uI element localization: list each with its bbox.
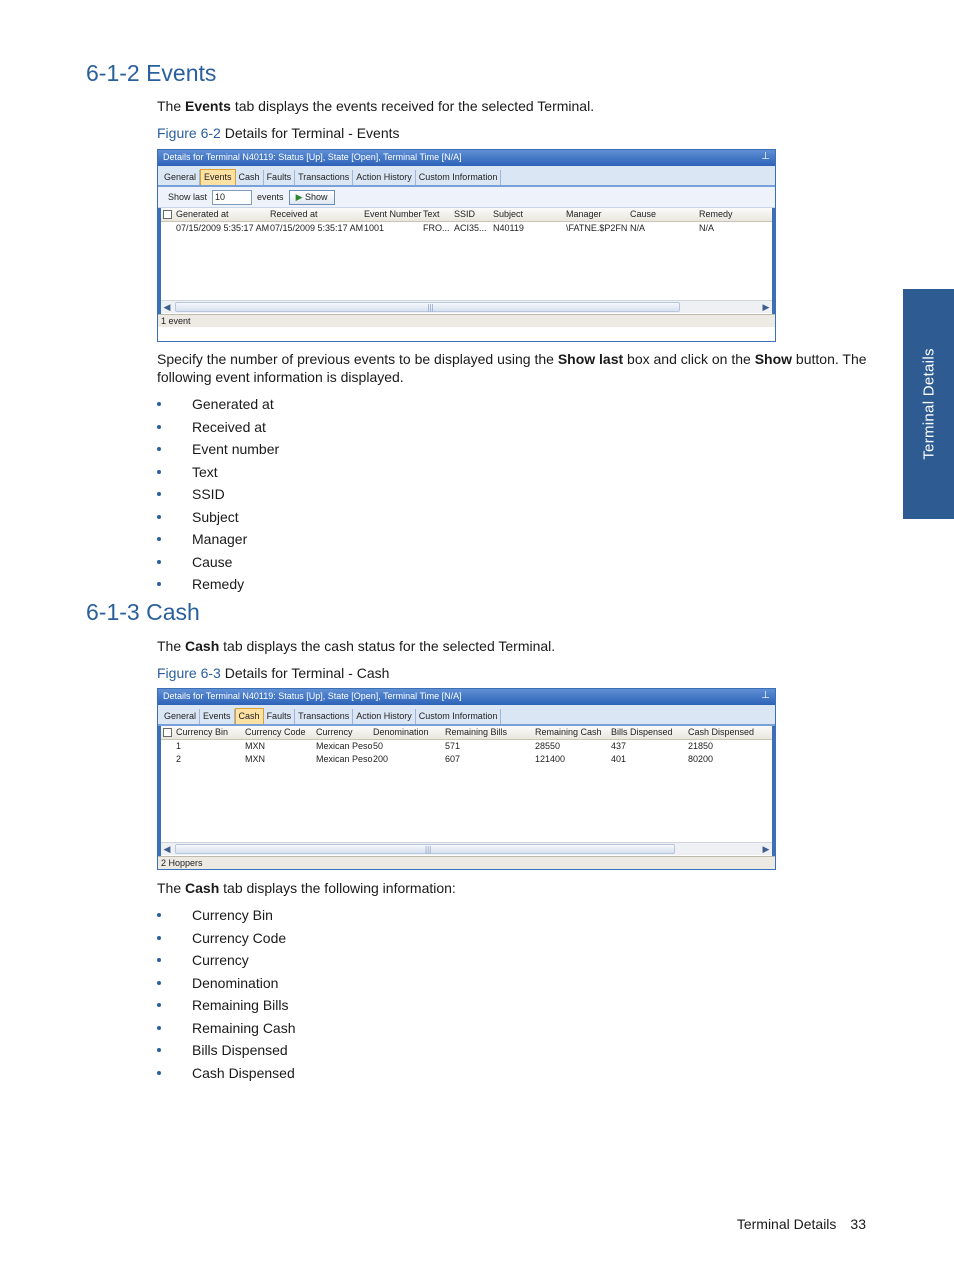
column-header[interactable]: Currency Code [245,727,306,737]
bullet-icon [157,515,161,519]
tab-action-history[interactable]: Action History [353,709,416,724]
column-header[interactable]: Currency [316,727,353,737]
table-cell: 07/15/2009 5:35:17 AM [270,223,364,233]
tab-cash[interactable]: Cash [235,708,264,724]
bullet-icon [157,537,161,541]
cash-intro: The Cash tab displays the cash status for the selected Terminal. [157,638,556,654]
tab-faults[interactable]: Faults [264,709,296,724]
column-header[interactable]: Remaining Bills [445,727,508,737]
scroll-left-icon[interactable]: ◀ [163,844,171,854]
table-cell: N40119 [493,223,524,233]
column-header[interactable]: Generated at [176,209,229,219]
page-number: 33 [850,1216,866,1232]
bullet-icon [157,981,161,985]
status-bar: 2 Hoppers [158,856,775,869]
bullet-icon [157,402,161,406]
list-item-text: Currency Bin [192,907,273,923]
column-header[interactable]: Received at [270,209,318,219]
list-item [157,1041,296,1064]
table-cell: 2 [176,754,182,764]
side-tab: Terminal Details [903,289,954,519]
bullet-icon [157,560,161,564]
bullet-icon [157,470,161,474]
horizontal-scrollbar[interactable] [161,300,772,313]
bullet-icon [157,913,161,917]
list-item [157,485,279,508]
show-last-label: Show last [168,192,208,202]
bullet-icon [157,958,161,962]
table-cell: MXN [245,754,265,764]
events-intro: The Events tab displays the events received for the selected Terminal. [157,98,595,114]
list-item [157,929,296,952]
events-grid [158,208,775,314]
cash-grid [158,726,775,856]
bullet-icon [157,1026,161,1030]
show-button[interactable]: ▶ Show [289,190,335,205]
scroll-thumb[interactable]: ||| [175,302,680,312]
table-cell: 571 [445,741,461,751]
bullet-icon [157,425,161,429]
play-icon: ▶ [295,191,303,202]
list-item [157,395,279,418]
column-header[interactable]: Text [423,209,440,219]
list-item-text: Text [192,463,218,480]
column-chooser-icon[interactable] [163,210,172,219]
list-item [157,1064,296,1087]
list-item-text: Bills Dispensed [192,1042,288,1058]
table-cell: N/A [699,223,715,233]
grid-header [161,208,772,222]
figure-caption-events: Figure 6-2 Details for Terminal - Events [157,125,400,141]
list-item-text: Remaining Bills [192,997,289,1013]
table-cell: MXN [245,741,265,751]
list-item [157,418,279,441]
list-item-text: Manager [192,531,248,547]
tab-custom-information[interactable]: Custom Information [416,709,502,724]
window-title-bar: Details for Terminal N40119: Status [Up], State [Open], Terminal Time [N/A] ⊥ [158,689,775,705]
pin-icon[interactable]: ⊥ [761,151,770,162]
bullet-icon [157,447,161,451]
list-item [157,906,296,929]
column-header[interactable]: Manager [566,209,602,219]
tab-strip [158,166,775,187]
list-item [157,951,296,974]
scroll-thumb[interactable]: ||| [175,844,675,854]
table-cell: 1 [176,741,182,751]
list-item-text: Subject [192,508,239,525]
tab-faults[interactable]: Faults [264,170,296,185]
events-bullet-list [157,395,279,598]
list-item [157,440,279,463]
list-item-text: SSID [192,486,225,502]
table-cell: 607 [445,754,461,764]
table-cell: 07/15/2009 5:35:17 AM [176,223,270,233]
cash-description: The Cash tab displays the following information: [157,880,456,896]
list-item-text: Generated at [192,396,274,412]
tab-custom-information[interactable]: Custom Information [416,170,502,185]
tab-transactions[interactable]: Transactions [295,709,353,724]
column-header[interactable]: Remedy [699,209,733,219]
table-cell: 21850 [688,741,714,751]
list-item [157,553,279,576]
show-last-input[interactable]: 10 [212,190,252,205]
list-item-text: Cause [192,553,233,570]
list-item-text: Currency [192,952,249,968]
window-title-bar: Details for Terminal N40119: Status [Up], State [Open], Terminal Time [N/A] ⊥ [158,150,775,166]
list-item [157,974,296,997]
bullet-icon [157,492,161,496]
bullet-icon [157,1071,161,1075]
list-item-text: Remedy [192,576,245,592]
bullet-icon [157,1048,161,1052]
footer-section: Terminal Details [736,1216,837,1232]
bullet-icon [157,936,161,940]
table-cell: 28550 [535,741,561,751]
tab-general[interactable]: General [161,709,200,724]
scroll-left-icon[interactable]: ◀ [163,302,171,312]
grid-header [161,726,772,740]
list-item-text: Denomination [192,974,279,991]
section-heading-cash: 6-1-3 Cash [86,599,200,625]
table-row[interactable] [161,753,772,766]
list-item-text: Remaining Cash [192,1019,296,1036]
table-cell: 80200 [688,754,714,764]
page-footer [737,1216,866,1232]
column-chooser-icon[interactable] [163,728,172,737]
table-cell: Mexican Peso [316,741,373,751]
scroll-right-icon[interactable]: ▶ [762,844,770,854]
list-item-text: Event number [192,441,280,457]
column-header[interactable]: Subject [493,209,524,219]
column-header[interactable]: Currency Bin [176,727,229,737]
events-toolbar [158,187,775,208]
tab-events[interactable]: Events [200,709,235,724]
list-item [157,508,279,531]
list-item [157,463,279,486]
column-header[interactable]: Cash Dispensed [688,727,755,737]
list-item-text: Received at [192,418,266,435]
tab-action-history[interactable]: Action History [353,170,416,185]
table-cell: 200 [373,754,389,764]
tab-general[interactable]: General [161,170,200,185]
figure-caption-cash: Figure 6-3 Details for Terminal - Cash [157,665,390,681]
table-cell: 50 [373,741,384,751]
table-cell: 437 [611,741,627,751]
list-item [157,1019,296,1042]
list-item-text: Cash Dispensed [192,1064,295,1081]
table-cell: FRO... [423,223,450,233]
bullet-icon [157,1003,161,1007]
events-label: events [257,192,284,202]
list-item [157,530,279,553]
pin-icon[interactable]: ⊥ [761,690,770,701]
status-bar: 1 event [158,314,775,327]
tab-strip [158,705,775,726]
scroll-right-icon[interactable]: ▶ [762,302,770,312]
column-header[interactable]: Event Number [364,209,422,219]
table-cell: 1001 [364,223,385,233]
cash-window [157,688,776,870]
list-item [157,996,296,1019]
events-window [157,149,776,342]
table-cell: ACI35... [454,223,487,233]
column-header[interactable]: SSID [454,209,476,219]
table-cell: 121400 [535,754,566,764]
bullet-icon [157,582,161,586]
events-description: Specify the number of previous events to be displayed using the Show last box and click on the Show button. The following event information is displayed. [157,351,867,385]
section-heading-events: 6-1-2 Events [86,60,217,86]
horizontal-scrollbar[interactable] [161,842,772,855]
list-item-text: Currency Code [192,929,287,946]
table-row[interactable] [161,222,772,235]
table-cell: N/A [630,223,646,233]
table-cell: \FATNE.$P2FN [566,223,628,233]
list-item [157,575,279,598]
column-header[interactable]: Denomination [373,727,429,737]
cash-bullet-list [157,906,296,1086]
column-header[interactable]: Bills Dispensed [611,727,673,737]
table-cell: Mexican Peso [316,754,373,764]
column-header[interactable]: Cause [630,209,657,219]
column-header[interactable]: Remaining Cash [535,727,602,737]
table-cell: 401 [611,754,627,764]
table-row[interactable] [161,740,772,753]
tab-cash[interactable]: Cash [236,170,264,185]
tab-transactions[interactable]: Transactions [295,170,353,185]
tab-events[interactable]: Events [200,169,236,185]
